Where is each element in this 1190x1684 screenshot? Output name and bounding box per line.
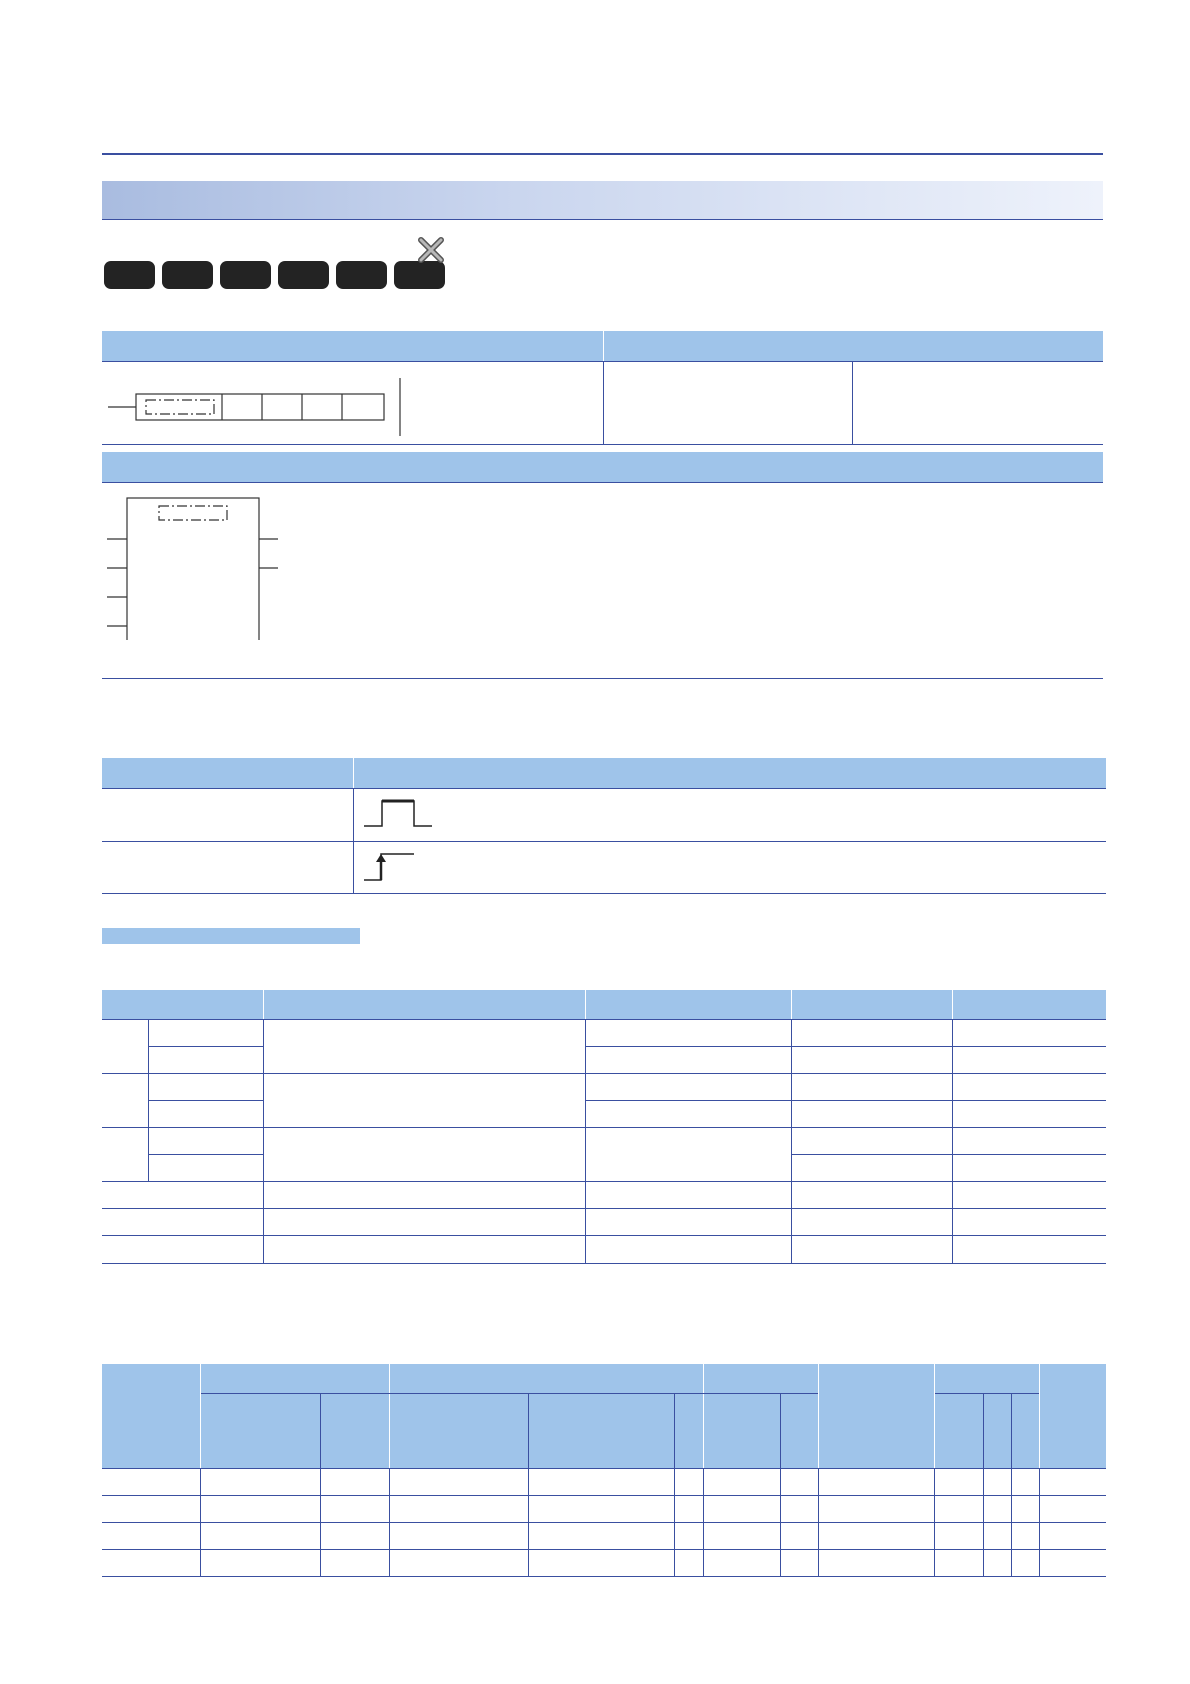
device-table-header-grid xyxy=(102,1364,1106,1468)
setting-data-tab xyxy=(102,928,360,944)
fbd-block-symbol xyxy=(102,490,282,640)
cpu-badge-4 xyxy=(278,261,329,289)
device-table-body-grid xyxy=(102,1468,1106,1580)
ladder-divider xyxy=(603,361,604,444)
x-mark-icon xyxy=(416,235,446,265)
execution-table-header xyxy=(102,758,1106,788)
cpu-badge-6 xyxy=(394,261,445,289)
cpu-badge-1 xyxy=(104,261,155,289)
operand-table-grid xyxy=(102,1019,1106,1267)
section-title-band xyxy=(102,181,1103,219)
cpu-badge-3 xyxy=(220,261,271,289)
rising-edge-icon xyxy=(362,848,438,884)
pulse-waveform-icon xyxy=(362,796,438,830)
ladder-instruction-symbol xyxy=(102,374,412,438)
section-title-underline xyxy=(102,219,1103,220)
operand-table-header xyxy=(102,990,1106,1019)
page-top-rule xyxy=(102,153,1103,155)
cpu-badge-5 xyxy=(336,261,387,289)
fbd-header xyxy=(102,452,1103,482)
cpu-badge-2 xyxy=(162,261,213,289)
st-divider xyxy=(852,361,853,444)
st-header-divider xyxy=(603,331,604,361)
